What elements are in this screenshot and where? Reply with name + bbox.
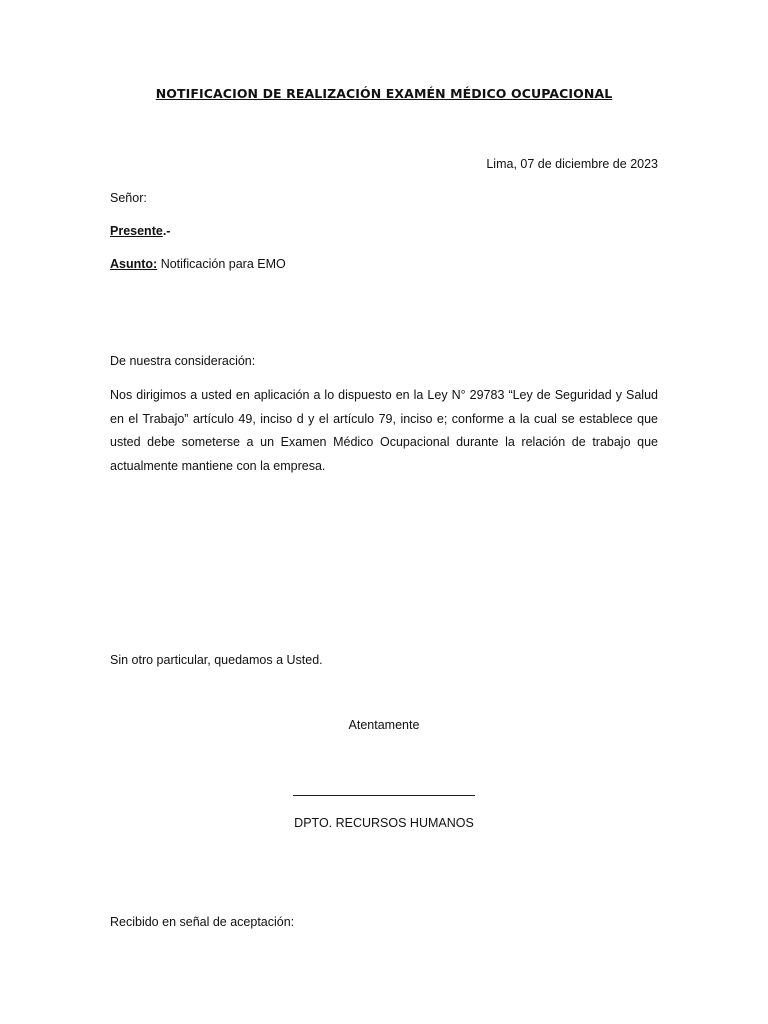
department-name: DPTO. RECURSOS HUMANOS [294,816,474,830]
salutation: Señor: [110,191,147,205]
receipt-line: Recibido en señal de aceptación: [110,915,295,929]
date-line: Lima, 07 de diciembre de 2023 [486,157,658,171]
closing-line: Sin otro particular, quedamos a Usted. [110,653,323,667]
document-title: NOTIFICACION DE REALIZACIÓN EXAMÉN MÉDICO OCUPACIONAL [155,86,613,101]
presente-suffix: .- [162,224,171,238]
asunto-label: Asunto: [110,257,158,271]
body-paragraph: Nos dirigimos a usted en aplicación a lo dispuesto en la Ley N° 29783 “Ley de Seguridad y Salud en el Trabajo” artículo 49, inciso d y el artículo 79, inciso e; conforme a la cual se establece que usted debe someterse a un Examen Médico Ocupacional durante la relación de trabajo que actualmente mantiene con la empresa. [110,388,658,473]
greeting: De nuestra consideración: [110,354,256,368]
signature-line [293,795,475,796]
sign-off: Atentamente [348,718,420,732]
presente-line [110,223,170,239]
presente-label: Presente [110,224,163,238]
asunto-line [110,256,286,272]
asunto-value: Notificación para EMO [157,257,286,271]
